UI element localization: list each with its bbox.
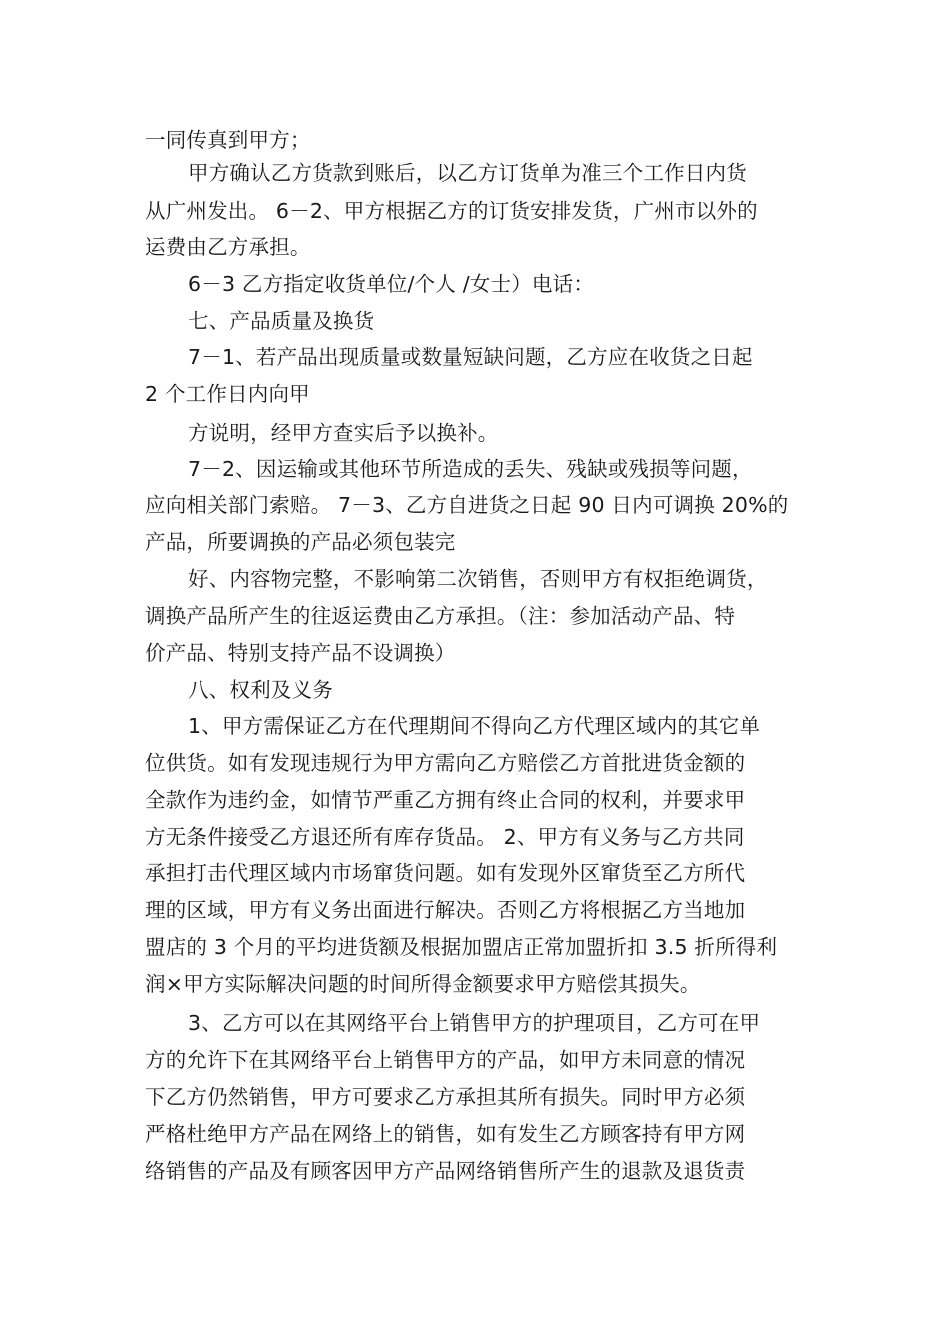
text-line: 位供货。如有发现违规行为甲方需向乙方赔偿乙方首批进货金额的: [145, 751, 746, 775]
text-line: 产品，所要调换的产品必须包装完: [145, 530, 456, 554]
text-line: 理的区域，甲方有义务出面进行解决。否则乙方将根据乙方当地加: [145, 898, 746, 922]
section-heading: 八、权利及义务: [188, 678, 333, 702]
text-line: 7－2、因运输或其他环节所造成的丢失、残缺或残损等问题，: [188, 457, 753, 481]
text-line: 方的允许下在其网络平台上销售甲方的产品，如甲方未同意的情况: [145, 1048, 746, 1072]
text-line: 甲方确认乙方货款到账后，以乙方订货单为准三个工作日内货: [188, 161, 747, 185]
section-heading: 七、产品质量及换货: [188, 309, 375, 333]
text-line: 润×甲方实际解决问题的时间所得金额要求甲方赔偿其损失。: [145, 972, 701, 996]
text-line: 6－3 乙方指定收货单位/个人 /女士）电话：: [188, 272, 595, 296]
text-line: 7－1、若产品出现质量或数量短缺问题，乙方应在收货之日起: [188, 345, 753, 369]
text-line: 下乙方仍然销售，甲方可要求乙方承担其所有损失。同时甲方必须: [145, 1085, 746, 1109]
text-line: 好、内容物完整，不影响第二次销售，否则甲方有权拒绝调货，: [188, 567, 768, 591]
text-line: 严格杜绝甲方产品在网络上的销售，如有发生乙方顾客持有甲方网: [145, 1122, 746, 1146]
text-line: 全款作为违约金，如情节严重乙方拥有终止合同的权利，并要求甲: [145, 788, 746, 812]
text-line: 运费由乙方承担。: [145, 235, 311, 259]
text-line: 方说明，经甲方查实后予以换补。: [188, 421, 499, 445]
text-line: 方无条件接受乙方退还所有库存货品。 2、甲方有义务与乙方共同: [145, 825, 745, 849]
text-line: 1、甲方需保证乙方在代理期间不得向乙方代理区域内的其它单: [188, 714, 761, 738]
text-line: 承担打击代理区域内市场窜货问题。如有发现外区窜货至乙方所代: [145, 861, 746, 885]
text-line: 调换产品所产生的往返运费由乙方承担。（注：参加活动产品、特: [145, 604, 736, 628]
text-line: 3、乙方可以在其网络平台上销售甲方的护理项目，乙方可在甲: [188, 1011, 761, 1035]
text-line: 从广州发出。 6－2、甲方根据乙方的订货安排发货，广州市以外的: [145, 199, 758, 223]
text-line: 应向相关部门索赔。 7－3、乙方自进货之日起 90 日内可调换 20%的: [145, 493, 789, 517]
text-line: 2 个工作日内向甲: [145, 382, 310, 406]
text-line: 盟店的 3 个月的平均进货额及根据加盟店正常加盟折扣 3.5 折所得利: [145, 935, 778, 959]
text-line: 络销售的产品及有顾客因甲方产品网络销售所产生的退款及退货责: [145, 1159, 746, 1183]
text-line: 一同传真到甲方；: [145, 128, 311, 152]
text-line: 价产品、特别支持产品不设调换）: [145, 641, 456, 665]
